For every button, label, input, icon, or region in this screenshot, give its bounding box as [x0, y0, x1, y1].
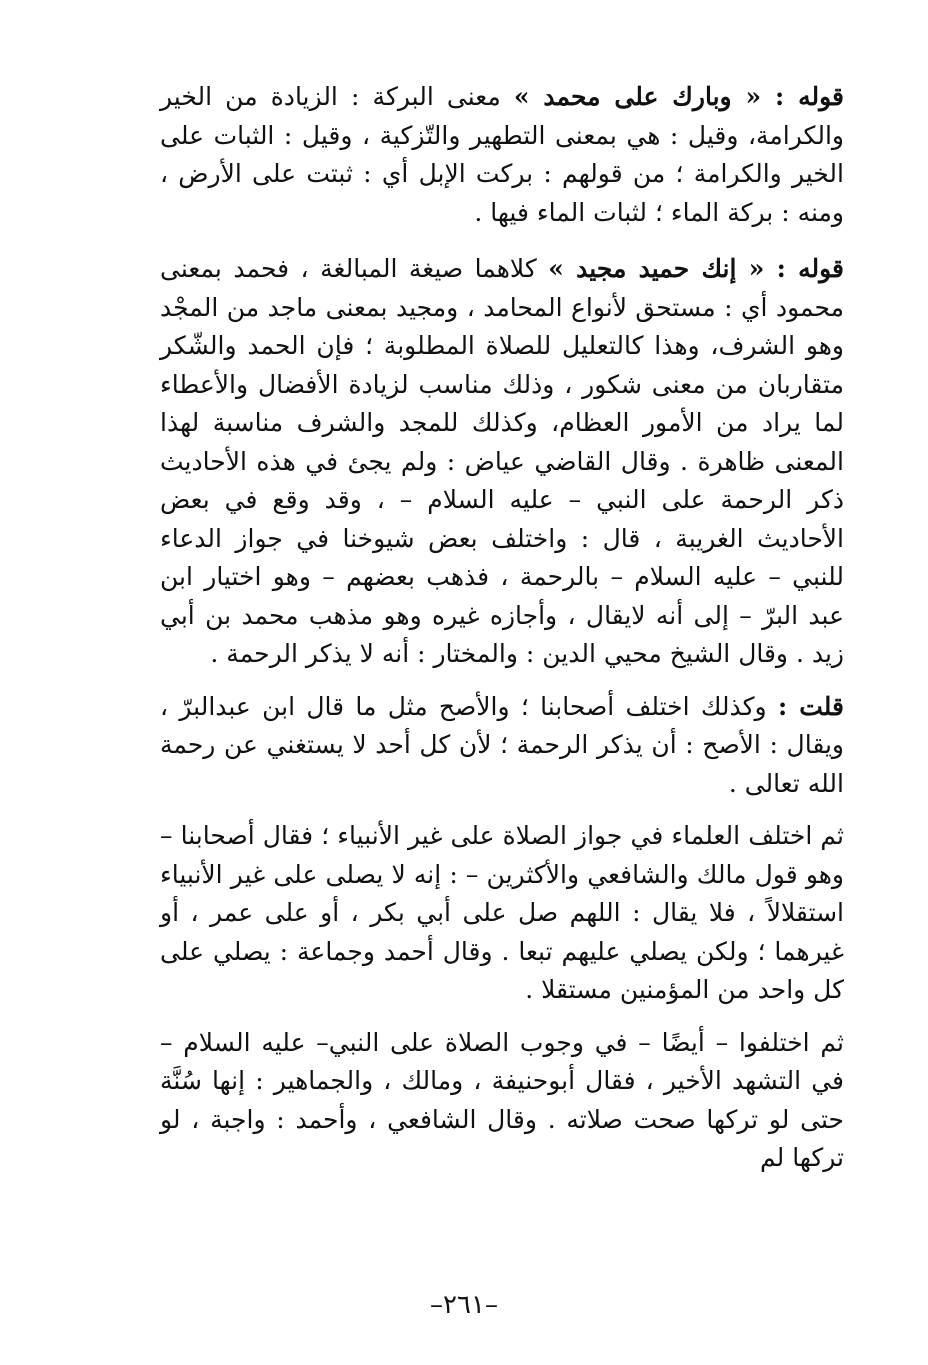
paragraph-4-text: ثم اختلف العلماء في جواز الصلاة على غير الأنبياء ؛ فقال أصحابنا –وهو قول مالك والشافعي والأكثرين – : إنه لا يصلى على غير الأنبياء استقلالاً ، فلا يقال : اللهم صل على أبي بكر ، أو على عمر ، أو غيرهما ؛ ولكن يصلي عليهم تبعا . وقال أحمد وجماعة : يصلي على كل واحد من المؤمنين مستقلا . — [160, 821, 844, 1004]
paragraph-5 — [160, 1024, 844, 1178]
paragraph-1-lead: قوله : « وبارك على محمد » — [513, 82, 844, 111]
page-body — [160, 78, 844, 1192]
paragraph-2 — [160, 250, 844, 674]
page-number: –٢٦١– — [430, 1290, 498, 1320]
paragraph-3 — [160, 688, 844, 804]
paragraph-1 — [160, 78, 844, 232]
paragraph-2-lead: قوله : « إنك حميد مجيد » — [548, 254, 844, 283]
paragraph-3-text: وكذلك اختلف أصحابنا ؛ والأصح مثل ما قال ابن عبدالبرّ ، ويقال : الأصح : أن يذكر الرحمة ؛ لأن كل أحد لا يستغني عن رحمة الله تعالى . — [160, 691, 844, 798]
paragraph-2-text: كلاهما صيغة المبالغة ، فحمد بمعنى محمود أي : مستحق لأنواع المحامد ، ومجيد بمعنى ماجد من المجْد وهو الشرف، وهذا كالتعليل للصلاة المطلوبة ؛ فإن الحمد والشّكر متقاربان من معنى شكور ، وذلك مناسب لزيادة الأفضال والأعطاء لما يراد من الأمور العظام، وكذلك للمجد والشرف مناسبة لهذا المعنى ظاهرة . وقال القاضي عياض : ولم يجئ في هذه الأحاديث ذكر الرحمة على النبي – عليه السلام – ، وقد وقع في بعض الأحاديث الغريبة ، قال : واختلف بعض شيوخنا في جواز الدعاء للنبي – عليه السلام – بالرحمة ، فذهب بعضهم – وهو اختيار ابن عبد البرّ – إلى أنه لايقال ، وأجازه غيره وهو مذهب محمد بن أبي زيد . وقال الشيخ محيي الدين : والمختار : أنه لا يذكر الرحمة . — [160, 254, 844, 668]
paragraph-1-text: معنى البركة : الزيادة من الخير والكرامة، وقيل : هي بمعنى التطهير والتّزكية ، وقيل : الثبات على الخير والكرامة ؛ من قولهم : بركت الإبل أي : ثبتت على الأرض ، ومنه : بركة الماء ؛ لثبات الماء فيها . — [160, 82, 844, 227]
paragraph-3-lead: قلت : — [777, 691, 844, 721]
paragraph-4 — [160, 817, 844, 1010]
paragraph-5-text: ثم اختلفوا – أيضًا – في وجوب الصلاة على النبي– عليه السلام – في التشهد الأخير ، فقال أبوحنيفة ، ومالك ، والجماهير : إنها سُنَّة حتى لو تركها صحت صلاته . وقال الشافعي ، وأحمد : واجبة ، لو تركها لم — [160, 1027, 844, 1172]
